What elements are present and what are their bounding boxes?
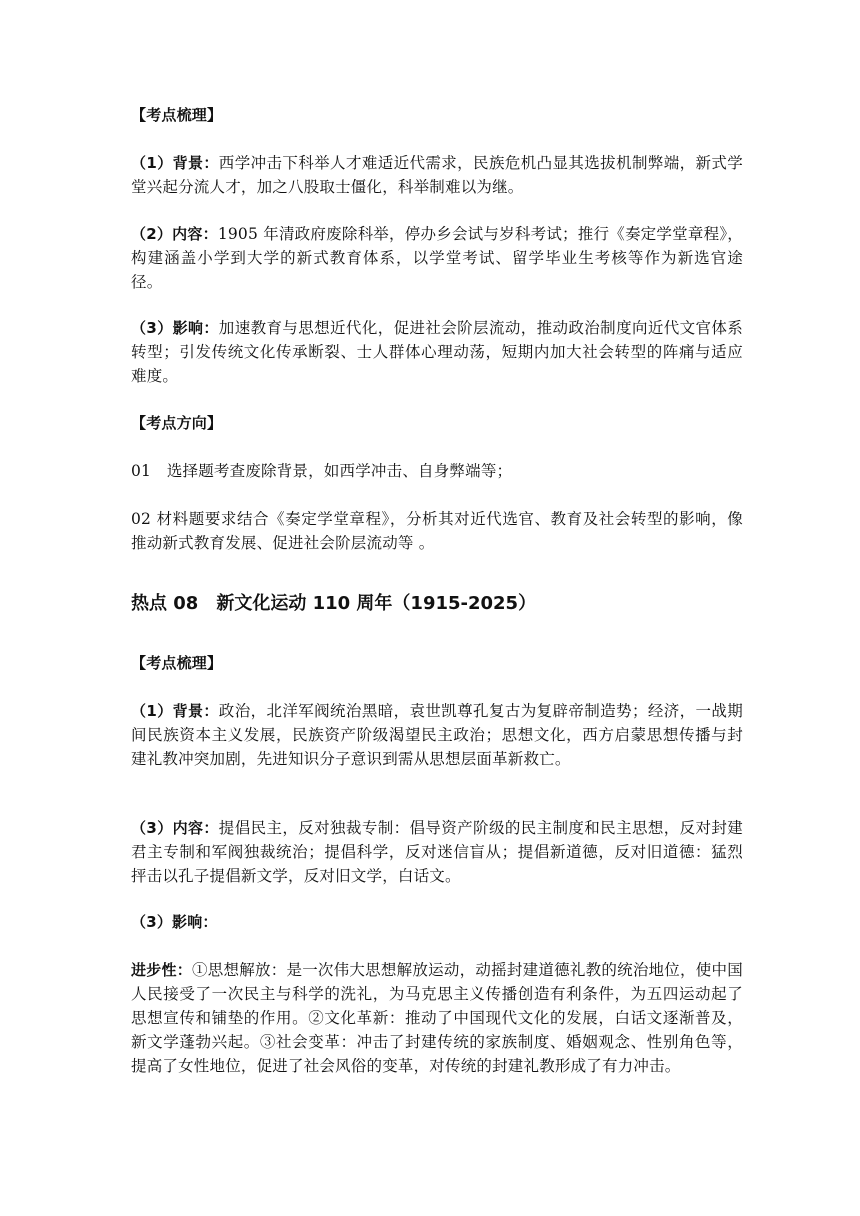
- progress-text: ①思想解放：是一次伟大思想解放运动，动摇封建道德礼教的统治地位，使中国人民接受了一次民主与科学的洗礼，为马克思主义传播创造有利条件，为五四运动起了思想宣传和铺垫的作用。②文化革新：推动了中国现代文化的发展，白话文逐渐普及，新文学蓬勃兴起。③社会变革：冲击了封建传统的家族制度、婚姻观念、性别角色等，提高了女性地位，促进了社会风俗的变革，对传统的封建礼教形成了有力冲击。: [131, 961, 743, 1075]
- progress-paragraph: [131, 958, 743, 1078]
- section2-background-text: 政治，北洋军阀统治黑暗，袁世凯尊孔复古为复辟帝制造势；经济，一战期间民族资本主义发展，民族资产阶级渴望民主政治；思想文化，西方启蒙思想传播与封建礼教冲突加剧，先进知识分子意识到需从思想层面革新救亡。: [131, 702, 744, 768]
- impact-text: 加速教育与思想近代化，促进社会阶层流动，推动政治制度向近代文官体系转型；引发传统文化传承断裂、士人群体心理动荡，短期内加大社会转型的阵痛与适应难度。: [131, 319, 744, 385]
- background-text: 西学冲击下科举人才难适近代需求，民族危机凸显其选拔机制弊端，新式学堂兴起分流人才，加之八股取士僵化，科举制难以为继。: [131, 154, 744, 196]
- impact-label: （3）影响：: [131, 319, 219, 337]
- section2-content-paragraph: [131, 816, 743, 888]
- section2-content-text: 提倡民主，反对独裁专制：倡导资产阶级的民主制度和民主思想，反对封建君主专制和军阀独裁统治；提倡科学，反对迷信盲从；提倡新道德，反对旧道德：猛烈抨击以孔子提倡新文学，反对旧文学，白话文。: [131, 819, 744, 885]
- section2-content-label: （3）内容：: [131, 819, 219, 837]
- background-paragraph: [131, 151, 743, 199]
- background-label: （1）背景：: [131, 154, 219, 172]
- section2-background-paragraph: [131, 699, 743, 771]
- section2-background-label: （1）背景：: [131, 702, 219, 720]
- section-heading-outline: 【考点梳理】: [131, 106, 223, 124]
- direction-item-1: 01 选择题考查废除背景，如西学冲击、自身弊端等；: [131, 462, 513, 480]
- content-text: 1905 年清政府废除科举，停办乡会试与岁科考试；推行《奏定学堂章程》，构建涵盖小学到大学的新式教育体系，以学堂考试、留学毕业生考核等作为新选官途径。: [131, 225, 744, 291]
- hotspot-title: 热点 08 新文化运动 110 周年（1915-2025）: [131, 593, 537, 614]
- section2-heading-outline: 【考点梳理】: [131, 654, 223, 672]
- progress-label: 进步性：: [131, 961, 192, 979]
- impact-paragraph: [131, 316, 743, 388]
- content-label: （2）内容：: [131, 225, 218, 243]
- section2-impact-heading: （3）影响：: [131, 913, 218, 931]
- direction-item-2: 02 材料题要求结合《奏定学堂章程》，分析其对近代选官、教育及社会转型的影响，像推动新式教育发展、促进社会阶层流动等 。: [131, 510, 743, 552]
- section-heading-direction: 【考点方向】: [131, 414, 223, 432]
- content-paragraph: [131, 222, 743, 294]
